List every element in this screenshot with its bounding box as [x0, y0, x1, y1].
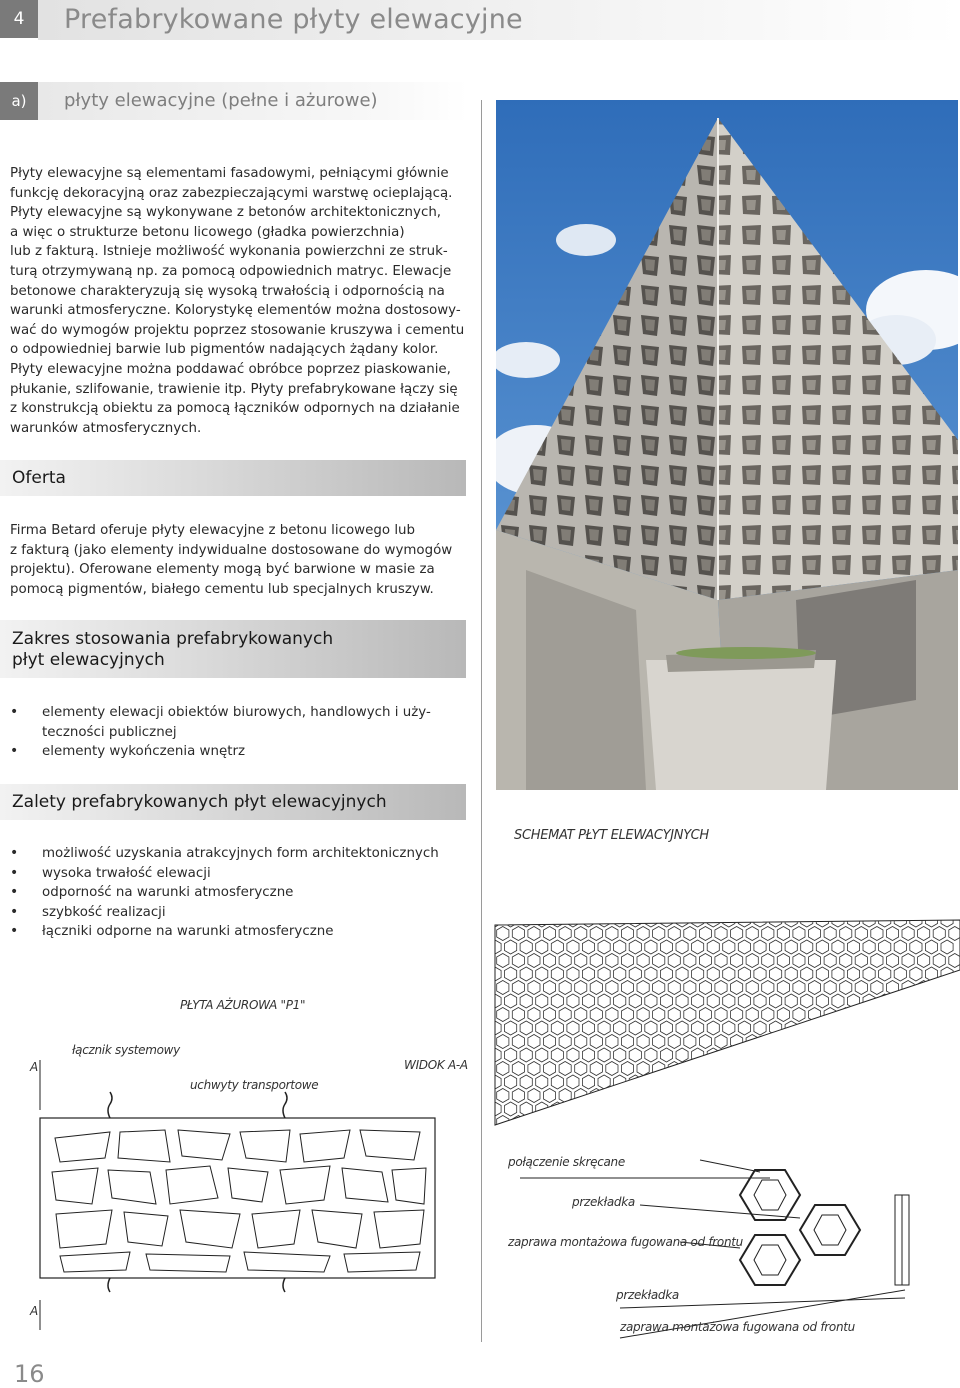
hexagon-opening [754, 1102, 766, 1116]
text-line: Płyty elewacyjne można poddawać obróbce poprzez piaskowanie, [10, 361, 451, 377]
hexagon-opening [941, 1075, 953, 1089]
hexagon-opening [731, 1062, 743, 1076]
hexagon-opening [801, 1021, 813, 1035]
hexagon-opening [660, 1075, 672, 1089]
hexagon-opening [925, 1021, 937, 1035]
text-line: turą otrzymywaną np. za pomocą odpowiednich matryc. Elewacje [10, 263, 452, 279]
hexagon-opening [832, 1048, 844, 1062]
hexagon-opening [637, 1089, 649, 1103]
hexagon-opening [746, 1062, 758, 1076]
hexagon-opening [863, 1075, 875, 1089]
hexagon-opening [855, 1089, 867, 1103]
hexagon-opening [855, 1008, 867, 1022]
hexagon-opening [816, 1075, 828, 1089]
list-item: • możliwość uzyskania atrakcyjnych form architektonicznych [10, 844, 470, 864]
hexagon-opening [590, 1116, 602, 1130]
hexagon-opening [676, 1102, 688, 1116]
hexagon-opening [871, 1089, 883, 1103]
text-line: o odpowiedniej barwie lub pigmentów nadających żądany kolor. [10, 342, 439, 358]
hexagon-opening [715, 1116, 727, 1130]
hexagon-opening [598, 1102, 610, 1116]
hexagon-opening [933, 981, 945, 995]
heading-line: Zakres stosowania prefabrykowanych [12, 629, 334, 649]
hexagon-opening [762, 1089, 774, 1103]
hexagon-opening [941, 994, 953, 1008]
hexagon-opening [668, 1089, 680, 1103]
hexagon-opening [863, 1102, 875, 1116]
hexagon-opening [629, 1102, 641, 1116]
hexagon-opening [879, 994, 891, 1008]
chapter-badge: 4 [0, 0, 38, 38]
hexagon-opening [699, 1062, 711, 1076]
hexagon-opening [918, 1062, 930, 1076]
hexagon-opening [793, 1116, 805, 1130]
list-item: • łączniki odporne na warunki atmosferyczne [10, 922, 470, 942]
hexagon-opening [809, 1062, 821, 1076]
hexagon-opening [949, 1089, 960, 1103]
hexagon-opening [606, 1089, 618, 1103]
hexagon-opening [910, 1075, 922, 1089]
hexagon-opening [660, 1102, 672, 1116]
hexagon-opening [777, 1089, 789, 1103]
offer-paragraph [10, 521, 466, 599]
hexagon-opening [941, 1021, 953, 1035]
text-line: z fakturą (jako elementy indywidualne dostosowane do wymogów [10, 542, 453, 558]
hexagon-opening [824, 1035, 836, 1049]
schema-title: SCHEMAT PŁYT ELEWACYJNYCH [514, 828, 709, 843]
hexagon-opening [699, 1089, 711, 1103]
hexagon-opening [575, 1116, 587, 1130]
hexagon-opening [863, 1021, 875, 1035]
hexagon-opening [933, 1062, 945, 1076]
hexagon-opening [614, 1102, 626, 1116]
hexagon-opening [832, 1075, 844, 1089]
hexagon-opening [707, 1075, 719, 1089]
bolted-label: połączenie skręcane [508, 1155, 625, 1169]
advantages-heading: Zalety prefabrykowanych płyt elewacyjnych [12, 792, 387, 812]
hexagon-opening [871, 1035, 883, 1049]
hexagon-opening [879, 1102, 891, 1116]
hexagon-opening [832, 1102, 844, 1116]
hexagon-opening [707, 1102, 719, 1116]
hexagon-opening [621, 1089, 633, 1103]
spacer-label: przekładka [572, 1195, 635, 1209]
hexagon-opening [918, 1008, 930, 1022]
hexagon-opening [777, 1062, 789, 1076]
text-line: warunki atmosferyczne. Kolorystykę elementów można dostosowy- [10, 303, 461, 319]
heading-line: płyt elewacyjnych [12, 650, 165, 670]
section-badge: a) [0, 82, 38, 120]
technical-drawing [0, 800, 960, 1360]
hexagon-opening [886, 1062, 898, 1076]
hexagon-opening [949, 1035, 960, 1049]
section-mark-bottom: A [30, 1304, 38, 1318]
page-title: Prefabrykowane płyty elewacyjne [64, 4, 523, 35]
hexagon-opening [902, 1062, 914, 1076]
hexagon-opening [559, 1116, 571, 1130]
hexagon-opening [847, 1048, 859, 1062]
hexagon-opening [785, 1075, 797, 1089]
hexagon-opening [762, 1035, 774, 1049]
hexagon-opening [933, 1089, 945, 1103]
hexagon-opening [902, 1008, 914, 1022]
offer-heading-bar [0, 460, 466, 496]
hexagon-opening [676, 1075, 688, 1089]
connector-label: łącznik systemowy [72, 1043, 180, 1057]
mortar-label-2: zaprawa montażowa fugowana od frontu [620, 1320, 855, 1334]
hexagon-opening [925, 994, 937, 1008]
hexagon-opening [894, 1048, 906, 1062]
hexagon-opening [770, 1075, 782, 1089]
hexagon-opening [715, 1062, 727, 1076]
hexagon-opening [801, 1075, 813, 1089]
hexagon-opening [801, 1102, 813, 1116]
hexagon-opening [645, 1102, 657, 1116]
hexagon-opening [871, 1062, 883, 1076]
hexagon-opening [918, 1116, 930, 1130]
hexagon-opening [738, 1075, 750, 1089]
hexagon-opening [715, 1089, 727, 1103]
page-number: 16 [14, 1360, 45, 1388]
spacer-label-2: przekładka [616, 1288, 679, 1302]
hexagon-opening [777, 1035, 789, 1049]
bolted-joint-detail [520, 1160, 909, 1338]
hexagon-opening [816, 1021, 828, 1035]
hexagon-opening [809, 1089, 821, 1103]
list-item: • wysoka trwałość elewacji [10, 864, 470, 884]
hexagon-opening [528, 1116, 540, 1130]
hexagon-opening [785, 1102, 797, 1116]
hexagon-opening [855, 1035, 867, 1049]
hexagon-opening [886, 1035, 898, 1049]
hexagon-opening [684, 1089, 696, 1103]
text-line: projektu). Oferowane elementy mogą być barwione w masie za [10, 562, 435, 578]
intro-paragraph [10, 164, 466, 438]
hexagon-opening [801, 1048, 813, 1062]
hexagon-opening [582, 1102, 594, 1116]
text-line: pomocą pigmentów, białego cementu lub specjalnych kruszyw. [10, 581, 434, 597]
hexagon-opening [824, 1062, 836, 1076]
hexagon-opening [692, 1102, 704, 1116]
hexagon-opening [871, 1116, 883, 1130]
hexagon-opening [847, 1021, 859, 1035]
hexagon-opening [933, 1116, 945, 1130]
hexagon-panel-perspective [489, 913, 960, 1130]
hexagon-opening [816, 1048, 828, 1062]
hexagon-opening [902, 1035, 914, 1049]
hexagon-opening [824, 1089, 836, 1103]
hexagon-opening [762, 1062, 774, 1076]
hexagon-opening [832, 1021, 844, 1035]
hexagon-opening [567, 1102, 579, 1116]
hexagon-opening [910, 1048, 922, 1062]
hexagon-opening [754, 1075, 766, 1089]
scope-list [10, 703, 470, 762]
text-line: funkcję dekoracyjną oraz zabezpieczającymi warstwę ocieplającą. [10, 185, 453, 201]
hexagon-opening [894, 1021, 906, 1035]
hexagon-opening [863, 1048, 875, 1062]
hexagon-opening [871, 1008, 883, 1022]
text-line: z konstrukcją obiektu za pomocą łączników odpornych na działanie [10, 401, 460, 417]
hexagon-opening [824, 1116, 836, 1130]
list-item: • szybkość realizacji [10, 903, 470, 923]
hexagon-opening [746, 1116, 758, 1130]
hexagon-opening [770, 1048, 782, 1062]
scope-heading [12, 629, 333, 671]
hexagon-opening [941, 1048, 953, 1062]
handles-label: uchwyty transportowe [190, 1078, 319, 1092]
hexagon-opening [699, 1116, 711, 1130]
hexagon-opening [879, 1021, 891, 1035]
hexagon-opening [925, 1048, 937, 1062]
hexagon-opening [738, 1048, 750, 1062]
hexagon-opening [910, 1102, 922, 1116]
hexagon-opening [847, 1102, 859, 1116]
section-mark-top: A [30, 1060, 38, 1074]
hexagon-opening [949, 1062, 960, 1076]
facade-photo [496, 100, 958, 790]
hexagon-opening [925, 1102, 937, 1116]
hexagon-opening [668, 1116, 680, 1130]
hexagon-opening [949, 981, 960, 995]
hexagon-opening [879, 1048, 891, 1062]
hexagon-opening [723, 1102, 735, 1116]
panel-label: PŁYTA AŻUROWA "P1" [180, 998, 306, 1012]
hexagon-opening [855, 1116, 867, 1130]
text-line: płukanie, szlifowanie, trawienie itp. Płyty prefabrykowane łączy się [10, 381, 458, 397]
hexagon-opening [933, 1035, 945, 1049]
hexagon-opening [738, 1102, 750, 1116]
hexagon-opening [723, 1075, 735, 1089]
hexagon-opening [894, 1102, 906, 1116]
hexagon-opening [855, 1062, 867, 1076]
hexagon-opening [840, 1062, 852, 1076]
hexagon-opening [918, 1035, 930, 1049]
hexagon-opening [793, 1089, 805, 1103]
text-line: Płyty elewacyjne są wykonywane z betonów architektonicznych, [10, 205, 442, 221]
list-item: • elementy wykończenia wnętrz [10, 742, 470, 762]
hexagon-opening [793, 1062, 805, 1076]
hexagon-opening [809, 1035, 821, 1049]
hexagon-opening [754, 1048, 766, 1062]
hexagon-opening [847, 1075, 859, 1089]
text-line: warunków atmosferycznych. [10, 420, 202, 436]
hexagon-opening [777, 1116, 789, 1130]
hexagon-opening [770, 1102, 782, 1116]
hexagon-opening [879, 1075, 891, 1089]
openwork-panel-elevation [40, 1060, 435, 1330]
hexagon-opening [809, 1116, 821, 1130]
mortar-label: zaprawa montażowa fugowana od frontu [508, 1235, 743, 1249]
hexagon-opening [840, 1116, 852, 1130]
hexagon-opening [910, 994, 922, 1008]
list-item: • elementy elewacji obiektów biurowych, handlowych i uży- teczności publicznej [10, 703, 470, 742]
hexagon-opening [941, 1102, 953, 1116]
hexagon-opening [684, 1116, 696, 1130]
hexagon-opening [731, 1089, 743, 1103]
offer-heading: Oferta [12, 468, 66, 488]
facade-photo-illustration [496, 100, 958, 790]
hexagon-opening [886, 1008, 898, 1022]
hexagon-opening [544, 1116, 556, 1130]
hexagon-opening [793, 1035, 805, 1049]
hexagon-opening [684, 1062, 696, 1076]
text-line: Płyty elewacyjne są elementami fasadowymi, pełniącymi głównie [10, 166, 449, 181]
text-line: Firma Betard oferuje płyty elewacyjne z betonu licowego lub [10, 523, 416, 538]
hexagon-opening [645, 1075, 657, 1089]
hexagon-opening [692, 1075, 704, 1089]
section-title: płyty elewacyjne (pełne i ażurowe) [64, 90, 378, 111]
hexagon-opening [746, 1089, 758, 1103]
hexagon-opening [840, 1089, 852, 1103]
hexagon-opening [723, 1048, 735, 1062]
hexagon-opening [949, 1116, 960, 1130]
text-line: wać do wymogów projektu poprzez stosowanie kruszywa i cementu [10, 322, 465, 338]
hexagon-opening [886, 1116, 898, 1130]
hexagon-opening [762, 1116, 774, 1130]
hexagon-opening [606, 1116, 618, 1130]
text-line: betonowe charakteryzują się wysoką trwałością i odpornością na [10, 283, 445, 299]
view-label: WIDOK A-A [404, 1058, 468, 1072]
hexagon-opening [785, 1048, 797, 1062]
hexagon-opening [894, 1075, 906, 1089]
hexagon-opening [637, 1116, 649, 1130]
hexagon-opening [886, 1089, 898, 1103]
hexagon-opening [653, 1116, 665, 1130]
hexagon-opening [653, 1089, 665, 1103]
hexagon-opening [894, 994, 906, 1008]
hexagon-opening [840, 1035, 852, 1049]
text-line: a więc o strukturze betonu licowego (gładka powierzchnia) [10, 224, 405, 240]
hexagon-opening [731, 1116, 743, 1130]
hexagon-opening [902, 1116, 914, 1130]
hexagon-opening [621, 1116, 633, 1130]
hexagon-opening [925, 1075, 937, 1089]
hexagon-opening [816, 1102, 828, 1116]
hexagon-opening [910, 1021, 922, 1035]
hexagon-opening [902, 1089, 914, 1103]
list-item: • odporność na warunki atmosferyczne [10, 883, 470, 903]
hexagon-opening [918, 1089, 930, 1103]
hexagon-opening [933, 1008, 945, 1022]
hexagon-opening [949, 1008, 960, 1022]
text-line: lub z fakturą. Istnieje możliwość wykonania powierzchni ze struk- [10, 244, 448, 260]
